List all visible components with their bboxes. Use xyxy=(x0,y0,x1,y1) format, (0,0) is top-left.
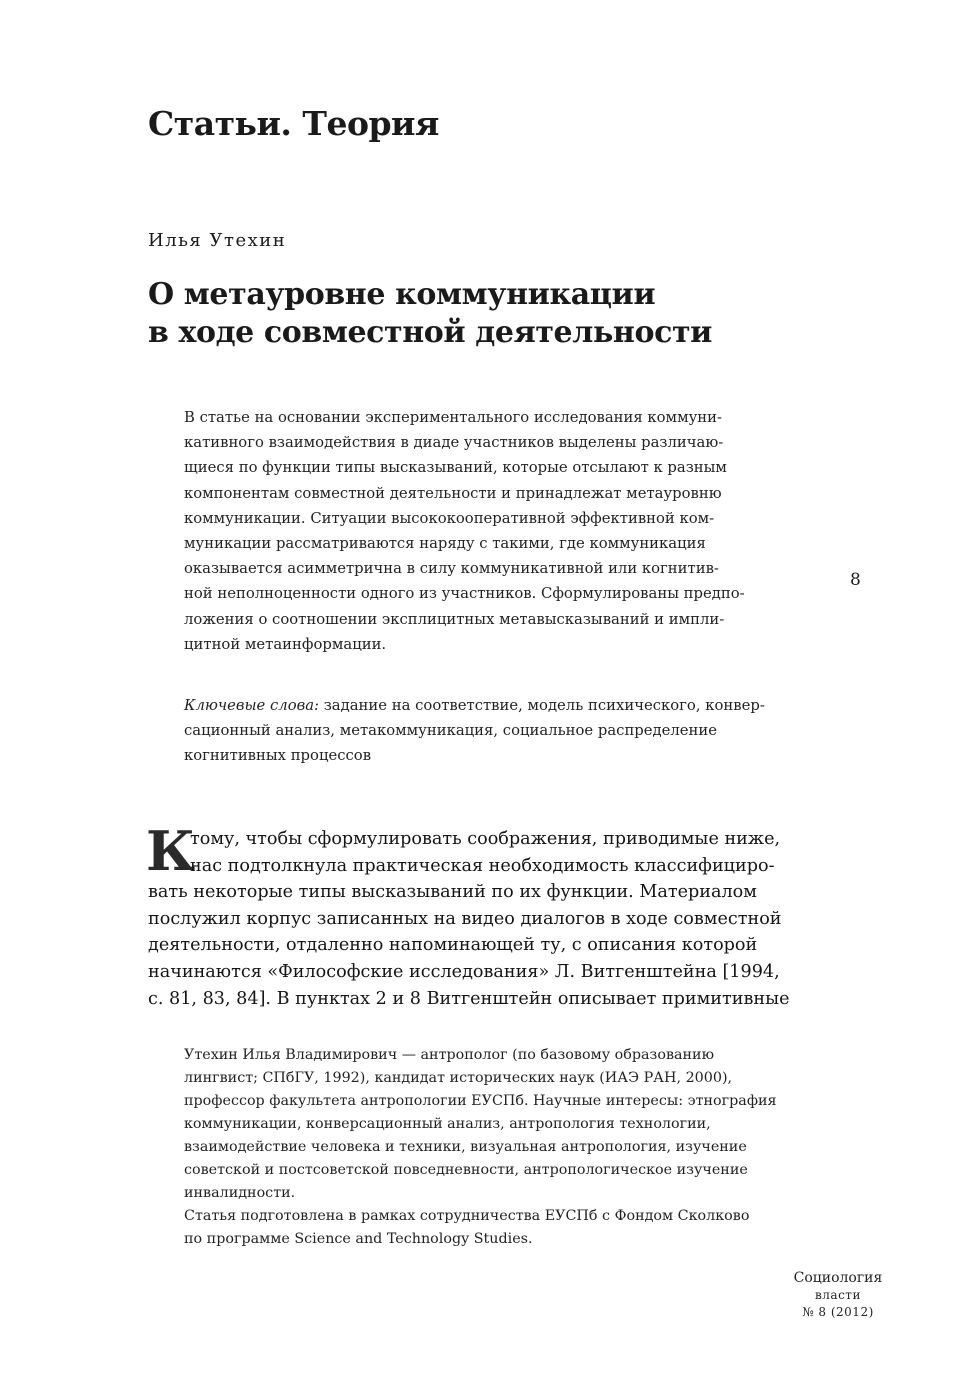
keywords-label: Ключевые слова: xyxy=(184,697,320,714)
keywords-text: задание на соответствие, модель психического, конвер- xyxy=(319,697,765,714)
footnote-line: лингвист; СПбГУ, 1992), кандидат исторических наук (ИАЭ РАН, 2000), xyxy=(184,1070,733,1086)
page-number: 8 xyxy=(850,570,861,590)
footnote-line: Утехин Илья Владимирович — антрополог (по базовому образованию xyxy=(184,1047,715,1063)
abstract-line: щиеся по функции типы высказываний, которые отсылают к разным xyxy=(184,459,727,477)
abstract-line: цитной метаинформации. xyxy=(184,635,387,653)
body-line: начинаются «Философские исследования» Л. Витгенштейна [1994, xyxy=(148,961,780,982)
journal-subtitle: власти xyxy=(815,1288,861,1302)
abstract-line: кативного взаимодействия в диаде участников выделены различаю- xyxy=(184,434,724,452)
drop-cap: К xyxy=(146,819,196,883)
body-line: деятельности, отдаленно напоминающей ту, с описания которой xyxy=(148,935,758,956)
abstract-line: В статье на основании экспериментального исследования коммуни- xyxy=(184,409,723,426)
journal-info xyxy=(770,1270,906,1321)
footnote-line: коммуникации, конверсационный анализ, антропология технологии, xyxy=(184,1116,711,1132)
abstract-line: ложения о соотношении эксплицитных метавысказываний и импли- xyxy=(184,610,725,628)
section-title: Статьи. Теория xyxy=(148,104,439,143)
author-name: Илья Утехин xyxy=(148,230,287,251)
footnote-line: по программе Science and Technology Studies. xyxy=(184,1231,533,1247)
keywords xyxy=(184,693,765,769)
abstract-line: компонентам совместной деятельности и принадлежат метауровню xyxy=(184,484,722,502)
author-footnote xyxy=(184,1044,794,1251)
article-title xyxy=(148,276,868,352)
body-line: тому, чтобы сформулировать соображения, приводимые ниже, xyxy=(190,829,781,849)
abstract-line: оказывается асимметрична в силу коммуникативной или когнитив- xyxy=(184,560,719,578)
body-line: с. 81, 83, 84]. В пунктах 2 и 8 Витгенштейн описывает примитивные xyxy=(148,988,790,1009)
abstract xyxy=(184,405,758,657)
footnote-line: советской и постсоветской повседневности, антропологическое изучение xyxy=(184,1162,748,1178)
keywords-line: сационный анализ, метакоммуникация, социальное распределение xyxy=(184,722,718,740)
body-text xyxy=(146,819,798,1012)
abstract-line: муникации рассматриваются наряду с такими, где коммуникация xyxy=(184,535,706,553)
journal-name: Социология xyxy=(793,1270,883,1286)
keywords-line xyxy=(184,693,765,718)
footnote-line: инвалидности. xyxy=(184,1185,296,1201)
journal-issue: № 8 (2012) xyxy=(802,1305,874,1319)
body-line: нас подтолкнула практическая необходимость классифициро- xyxy=(190,855,775,876)
article-title-line: О метауровне коммуникации xyxy=(148,277,656,312)
footnote-line: взаимодействие человека и техники, визуальная антропология, изучение xyxy=(184,1139,747,1155)
body-line: послужил корпус записанных на видео диалогов в ходе совместной xyxy=(148,908,782,929)
abstract-line: ной неполноценности одного из участников. Сформулированы предпо- xyxy=(184,585,745,603)
body-line: вать некоторые типы высказываний по их функции. Материалом xyxy=(148,882,757,903)
abstract-line: коммуникации. Ситуации высококооперативной эффективной ком- xyxy=(184,509,715,527)
article-title-line: в ходе совместной деятельности xyxy=(148,315,713,350)
footnote-line: профессор факультета антропологии ЕУСПб. Научные интересы: этнография xyxy=(184,1093,777,1109)
footnote-line: Статья подготовлена в рамках сотрудничества ЕУСПб с Фондом Сколково xyxy=(184,1208,750,1224)
keywords-line: когнитивных процессов xyxy=(184,747,372,765)
